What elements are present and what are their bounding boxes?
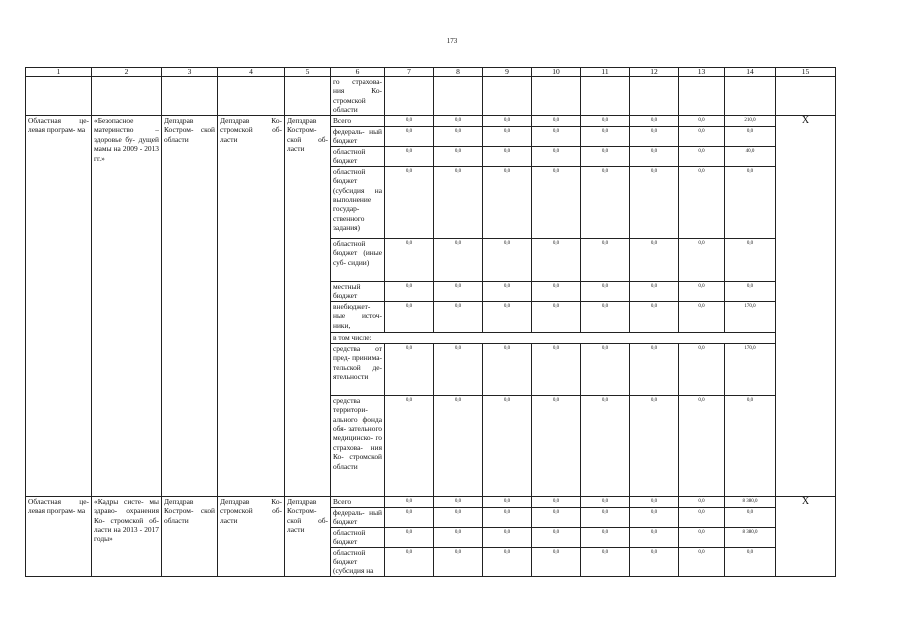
column-number-13: 13 [679,68,725,77]
table-body [26,68,836,577]
value-cell: 8 380,0 [725,496,776,507]
value-cell: 0,0 [532,127,581,147]
value-cell: 0,0 [434,281,483,301]
program-name-cell: «Кадры систе- мы здраво- охранения Ко- стромской об- ласти на 2013 - 2017 годы» [92,496,162,576]
value-cell: 0,0 [581,496,630,507]
cell-empty [679,77,725,116]
value-cell: 0,0 [434,146,483,166]
value-cell: 0,0 [434,547,483,576]
funding-source-cell: Всего [331,496,385,507]
funding-source-cell: областной бюджет (иные суб- сидии) [331,238,385,281]
program-type-cell: Областная це- левая програм- ма [26,116,92,497]
mark-cell: Х [776,116,836,497]
value-cell: 0,0 [385,127,434,147]
cell-empty [385,77,434,116]
value-cell: 0,0 [630,343,679,395]
budget-table [25,67,836,577]
value-cell: 40,0 [725,146,776,166]
value-cell: 0,0 [483,547,532,576]
value-cell: 0,0 [725,127,776,147]
value-cell: 0,0 [581,395,630,496]
value-cell: 0,0 [434,343,483,395]
value-cell: 0,0 [630,395,679,496]
value-cell: 0,0 [630,166,679,238]
value-cell: 0,0 [725,281,776,301]
mark-cell: Х [776,496,836,576]
cell-empty [725,77,776,116]
value-cell: 0,0 [581,343,630,395]
value-cell: 0,0 [532,301,581,332]
value-cell: 0,0 [532,238,581,281]
value-cell: 0,0 [434,527,483,547]
value-cell: 0,0 [434,496,483,507]
value-cell: 0,0 [581,166,630,238]
column-number-6: 6 [331,68,385,77]
value-cell: 0,0 [532,395,581,496]
value-cell: 0,0 [581,281,630,301]
value-cell: 0,0 [434,301,483,332]
cell-empty [532,77,581,116]
value-cell: 0,0 [385,166,434,238]
value-cell: 0,0 [725,507,776,527]
cell-empty [483,77,532,116]
value-cell: 0,0 [725,395,776,496]
funding-source-cell: Всего [331,116,385,127]
value-cell: 0,0 [483,116,532,127]
value-cell: 0,0 [581,127,630,147]
table-row [26,116,836,127]
value-cell: 0,0 [483,238,532,281]
funding-source-cell: федераль- ный бюджет [331,507,385,527]
funding-source-cell: областной бюджет (субсидия на выполнение государ- ственного задания) [331,166,385,238]
column-number-1: 1 [26,68,92,77]
value-cell: 0,0 [434,116,483,127]
value-cell: 0,0 [385,301,434,332]
value-cell: 0,0 [630,507,679,527]
value-cell: 0,0 [434,127,483,147]
value-cell: 0,0 [532,507,581,527]
cell-empty [581,77,630,116]
value-cell: 0,0 [483,127,532,147]
cell-empty [218,77,285,116]
column-number-4: 4 [218,68,285,77]
column-number-9: 9 [483,68,532,77]
value-cell: 170,0 [725,301,776,332]
value-cell: 0,0 [581,527,630,547]
value-cell: 0,0 [630,116,679,127]
value-cell: 0,0 [385,395,434,496]
funding-source-cell: областной бюджет [331,146,385,166]
page-number: 173 [446,37,458,45]
funding-source-cell: средства от пред- принима- тельской де- ятельности [331,343,385,395]
executor-cell: Депздрав Ко- стромской об- ласти [218,116,285,497]
column-number-5: 5 [285,68,331,77]
value-cell: 0,0 [725,238,776,281]
customer-cell: Депздрав Костром- ской области [162,496,218,576]
value-cell: 0,0 [483,281,532,301]
value-cell: 170,0 [725,343,776,395]
value-cell: 0,0 [434,166,483,238]
cell-empty [434,77,483,116]
value-cell: 0,0 [679,238,725,281]
funding-source-cell: внебюджет- ные источ- ники, [331,301,385,332]
value-cell: 0,0 [581,146,630,166]
value-cell: 0,0 [532,281,581,301]
funding-source-cell: областной бюджет (субсидия на [331,547,385,576]
value-cell: 0,0 [581,238,630,281]
value-cell: 0,0 [581,507,630,527]
value-cell: 0,0 [434,507,483,527]
column-number-11: 11 [581,68,630,77]
column-number-8: 8 [434,68,483,77]
column-number-15: 15 [776,68,836,77]
value-cell: 0,0 [532,496,581,507]
value-cell: 0,0 [385,238,434,281]
value-cell: 0,0 [679,507,725,527]
value-cell: 210,0 [725,116,776,127]
program-name-cell: «Безопасное материнство – здоровье бу- дущей мамы на 2009 - 2013 гг.» [92,116,162,497]
column-number-14: 14 [725,68,776,77]
cell-empty [92,77,162,116]
value-cell: 0,0 [532,343,581,395]
value-cell: 0,0 [483,395,532,496]
value-cell: 0,0 [434,395,483,496]
value-cell: 0,0 [679,547,725,576]
value-cell: 0,0 [483,527,532,547]
value-cell: 0,0 [385,146,434,166]
value-cell: 0,0 [483,166,532,238]
value-cell: 0,0 [581,547,630,576]
column-number-10: 10 [532,68,581,77]
executor-cell: Депздрав Ко- стромской об- ласти [218,496,285,576]
value-cell: 0,0 [385,547,434,576]
value-cell: 0,0 [630,146,679,166]
value-cell: 0,0 [532,116,581,127]
value-cell: 0,0 [630,301,679,332]
funding-source-cell: местный бюджет [331,281,385,301]
column-number-3: 3 [162,68,218,77]
value-cell: 0,0 [434,238,483,281]
value-cell: 8 380,0 [725,527,776,547]
value-cell: 0,0 [679,527,725,547]
column-number-7: 7 [385,68,434,77]
value-cell: 0,0 [532,166,581,238]
value-cell: 0,0 [725,547,776,576]
value-cell: 0,0 [532,547,581,576]
value-cell: 0,0 [725,166,776,238]
funding-source-cell: средства территори- ального фонда обя- зательного медицинско- го страхова- ния Ко- стромской области [331,395,385,496]
value-cell: 0,0 [483,146,532,166]
value-cell: 0,0 [630,281,679,301]
value-cell: 0,0 [385,116,434,127]
funding-source-cell: го страхова- ния Ко- стромской области [331,77,385,116]
value-cell: 0,0 [581,116,630,127]
value-cell: 0,0 [532,527,581,547]
value-cell: 0,0 [385,343,434,395]
value-cell: 0,0 [679,343,725,395]
column-number-12: 12 [630,68,679,77]
value-cell: 0,0 [679,127,725,147]
value-cell: 0,0 [679,496,725,507]
program-type-cell: Областная це- левая програм- ма [26,496,92,576]
value-cell: 0,0 [581,301,630,332]
value-cell: 0,0 [385,507,434,527]
value-cell: 0,0 [630,496,679,507]
value-cell: 0,0 [630,238,679,281]
value-cell: 0,0 [679,395,725,496]
value-cell: 0,0 [532,146,581,166]
funding-source-cell: в том числе: [331,332,836,343]
value-cell: 0,0 [483,301,532,332]
column-number-row [26,68,836,77]
table-row [26,496,836,507]
funding-source-cell: областной бюджет [331,527,385,547]
coexecutor-cell: Депздрав Костром- ской об- ласти [285,496,331,576]
value-cell: 0,0 [385,281,434,301]
value-cell: 0,0 [630,527,679,547]
funding-source-cell: федераль- ный бюджет [331,127,385,147]
value-cell: 0,0 [385,496,434,507]
value-cell: 0,0 [679,116,725,127]
value-cell: 0,0 [630,547,679,576]
value-cell: 0,0 [630,127,679,147]
value-cell: 0,0 [679,166,725,238]
cell-empty [26,77,92,116]
value-cell: 0,0 [679,146,725,166]
value-cell: 0,0 [679,301,725,332]
value-cell: 0,0 [483,507,532,527]
column-number-2: 2 [92,68,162,77]
cell-empty [776,77,836,116]
value-cell: 0,0 [483,343,532,395]
coexecutor-cell: Депздрав Костром- ской об- ласти [285,116,331,497]
value-cell: 0,0 [385,527,434,547]
customer-cell: Депздрав Костром- ской области [162,116,218,497]
cell-empty [630,77,679,116]
cell-empty [162,77,218,116]
carry-over-row [26,77,836,116]
value-cell: 0,0 [679,281,725,301]
value-cell: 0,0 [483,496,532,507]
cell-empty [285,77,331,116]
